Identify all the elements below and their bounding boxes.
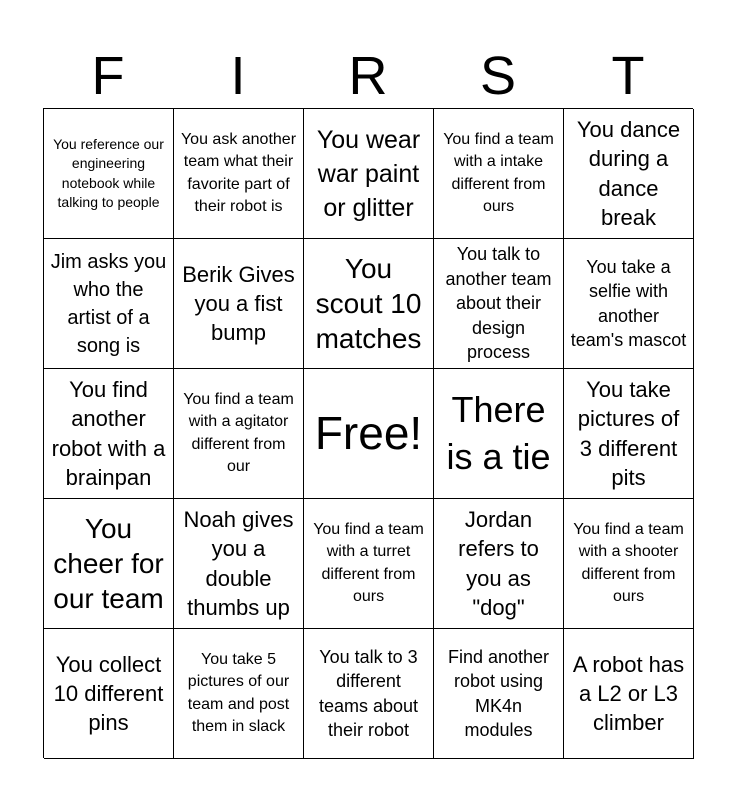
bingo-cell-r3c1[interactable] — [44, 369, 174, 499]
bingo-cell-r3c2[interactable] — [174, 369, 304, 499]
cell-text: You talk to another team about their design process — [445, 244, 552, 363]
cell-text: You find a team with a turret different from ours — [313, 520, 424, 605]
cell-text: There is a tie — [446, 389, 551, 477]
bingo-cell-r4c4[interactable] — [434, 499, 564, 629]
cell-text: You find another robot with a brainpan — [51, 377, 166, 490]
bingo-cell-r1c1[interactable] — [44, 109, 174, 239]
cell-text: You find a team with a shooter different from ours — [573, 520, 684, 605]
cell-text: You reference our engineering notebook while talking to people — [53, 135, 164, 210]
bingo-cell-r5c1[interactable] — [44, 629, 174, 759]
bingo-grid — [43, 108, 693, 758]
bingo-cell-r2c5[interactable] — [564, 239, 694, 369]
bingo-cell-r2c1[interactable] — [44, 239, 174, 369]
bingo-cell-r4c3[interactable] — [304, 499, 434, 629]
cell-text: You find a team with a intake different from ours — [443, 130, 554, 215]
cell-text: You take 5 pictures of our team and post them in slack — [187, 650, 290, 735]
bingo-cell-r5c4[interactable] — [434, 629, 564, 759]
header-letter-t: T — [611, 46, 645, 106]
cell-text: You take a selfie with another team's mascot — [570, 256, 687, 350]
header-letter-f: F — [91, 46, 125, 106]
cell-text: You talk to 3 different teams about their robot — [318, 646, 419, 740]
header-letter-s: S — [479, 46, 517, 106]
cell-text: Berik Gives you a fist bump — [182, 261, 295, 346]
cell-text: You collect 10 different pins — [53, 651, 164, 736]
bingo-cell-r2c3[interactable] — [304, 239, 434, 369]
bingo-cell-r5c5[interactable] — [564, 629, 694, 759]
bingo-cell-r4c2[interactable] — [174, 499, 304, 629]
header-letter-r: R — [348, 46, 388, 106]
bingo-cell-r3c3[interactable] — [304, 369, 434, 499]
bingo-cell-r1c2[interactable] — [174, 109, 304, 239]
bingo-cell-r3c5[interactable] — [564, 369, 694, 499]
bingo-cell-r2c2[interactable] — [174, 239, 304, 369]
bingo-cell-r1c4[interactable] — [434, 109, 564, 239]
cell-text: Noah gives you a double thumbs up — [183, 507, 294, 620]
cell-text: You scout 10 matches — [315, 252, 422, 355]
bingo-cell-r2c4[interactable] — [434, 239, 564, 369]
cell-text: You dance during a dance break — [576, 117, 681, 230]
cell-text: You wear war paint or glitter — [316, 125, 421, 222]
bingo-cell-r1c5[interactable] — [564, 109, 694, 239]
cell-text: You cheer for our team — [53, 512, 164, 615]
cell-text: You ask another team what their favorite part of their robot is — [180, 130, 297, 215]
bingo-cell-r3c4[interactable] — [434, 369, 564, 499]
cell-text: A robot has a L2 or L3 climber — [572, 651, 685, 736]
cell-text: You find a team with a agitator different from our — [183, 390, 294, 475]
cell-text: You take pictures of 3 different pits — [577, 377, 680, 490]
cell-text: Find another robot using MK4n modules — [447, 646, 550, 740]
bingo-cell-r4c1[interactable] — [44, 499, 174, 629]
bingo-header — [43, 44, 693, 108]
cell-text: Jim asks you who the artist of a song is — [50, 250, 167, 357]
header-letter-i: I — [230, 46, 246, 106]
cell-text: Jordan refers to you as "dog" — [458, 507, 539, 620]
bingo-cell-r1c3[interactable] — [304, 109, 434, 239]
bingo-cell-r4c5[interactable] — [564, 499, 694, 629]
bingo-cell-r5c2[interactable] — [174, 629, 304, 759]
cell-text: Free! — [314, 406, 423, 459]
bingo-cell-r5c3[interactable] — [304, 629, 434, 759]
